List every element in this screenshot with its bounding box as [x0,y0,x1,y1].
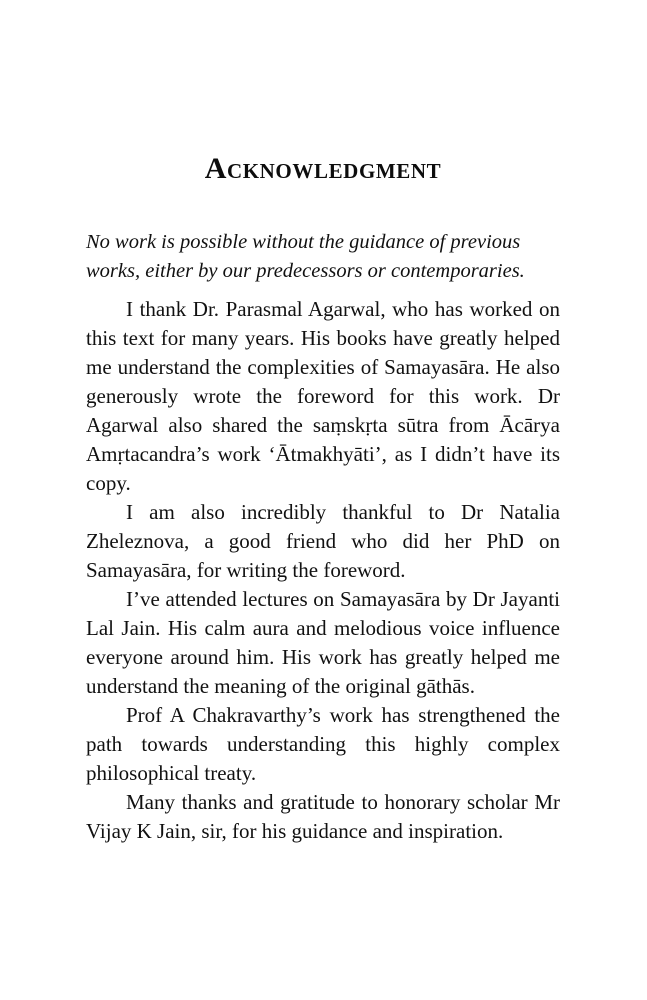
epigraph-text: No work is possible without the guidance of previous works, either by our predecessors or contemporaries. [86,231,525,282]
page-title: Acknowledgment [204,152,442,186]
paragraph: I thank Dr. Parasmal Agarwal, who has worked on this text for many years. His books have greatly helped me understand the complexities of Samayasāra. He also generously wrote the foreword for this work. Dr Agarwal also shared the saṃskṛta sūtra from Ācārya Amṛtacandra’s work ‘Ātmakhyāti’, as I didn’t have its copy. [86,297,560,495]
paragraph: Prof A Chakravarthy’s work has strengthened the path towards understanding this highly complex philosophical treaty. [86,703,560,785]
paragraph: I’ve attended lectures on Samayasāra by Dr Jayanti Lal Jain. His calm aura and melodious voice influence everyone around him. His work has greatly helped me understand the meaning of the original gāthās. [86,587,560,698]
paragraph: Many thanks and gratitude to honorary scholar Mr Vijay K Jain, sir, for his guidance and inspiration. [86,790,560,843]
body-text [86,295,560,846]
paragraph: I am also incredibly thankful to Dr Natalia Zheleznova, a good friend who did her PhD on Samayasāra, for writing the foreword. [86,500,560,582]
